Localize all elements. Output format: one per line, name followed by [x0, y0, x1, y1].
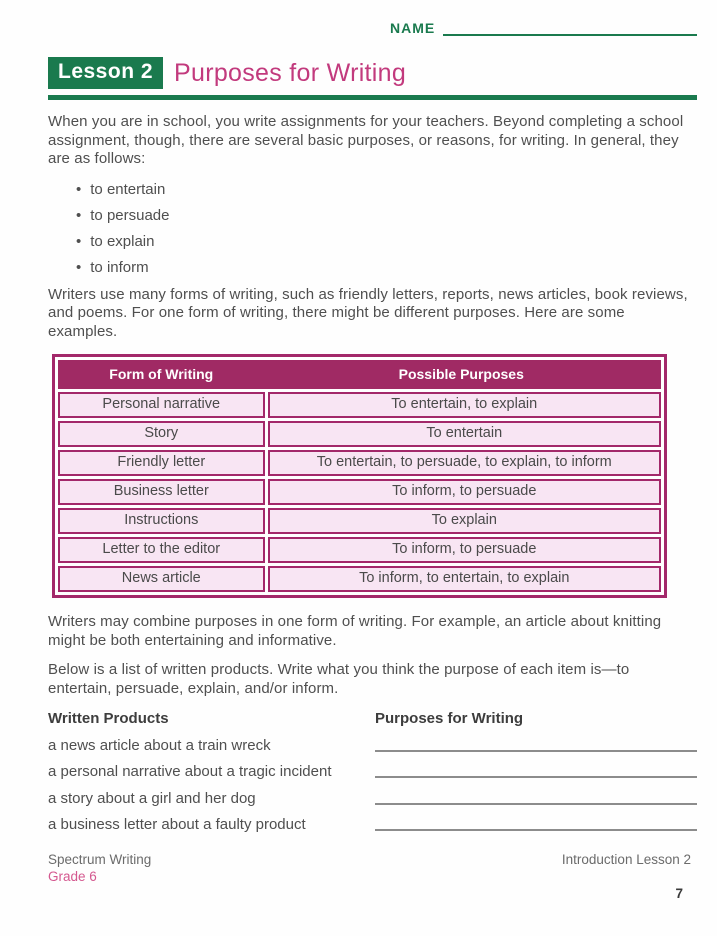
table-row	[58, 537, 661, 563]
lesson-badge: Lesson 2	[48, 57, 163, 89]
table-cell-form: Instructions	[58, 508, 265, 534]
name-fill-in-line[interactable]	[443, 22, 697, 36]
table-cell-purposes: To explain	[268, 508, 661, 534]
written-product-label: a story about a girl and her dog	[48, 789, 256, 807]
banner-rule	[48, 95, 697, 100]
table-cell-form: Story	[58, 421, 265, 447]
written-product-label: a business letter about a faulty product	[48, 816, 306, 833]
table-cell-purposes: To inform, to persuade	[268, 537, 661, 563]
forms-paragraph: Writers use many forms of writing, such as friendly letters, reports, news articles, book reviews, and poems. For one form of writing, there might be different purposes. Here are some examples.	[48, 285, 688, 340]
footer-right	[562, 851, 691, 902]
footer-series: Spectrum Writing	[48, 852, 152, 867]
table-row	[58, 392, 661, 418]
table-cell-purposes: To inform, to persuade	[268, 479, 661, 505]
page-footer	[48, 851, 691, 902]
table-cell-form: Business letter	[58, 479, 265, 505]
table-row	[58, 508, 661, 534]
table-cell-purposes: To inform, to entertain, to explain	[268, 566, 661, 592]
exercise-headings-row	[48, 710, 697, 729]
table-cell-form: Letter to the editor	[58, 537, 265, 563]
table-row	[58, 421, 661, 447]
exercise-item-row	[48, 737, 697, 756]
purposes-table	[52, 354, 667, 598]
bullet-item: • to inform	[76, 260, 697, 276]
table-cell-form: Friendly letter	[58, 450, 265, 476]
footer-section: Introduction Lesson 2	[561, 852, 691, 867]
table-cell-purposes: To entertain, to explain	[268, 392, 661, 418]
written-product-label: a personal narrative about a tragic incident	[48, 763, 332, 780]
footer-grade: Grade 6	[48, 869, 97, 884]
name-header	[390, 16, 697, 36]
answer-line[interactable]	[375, 737, 697, 752]
table-header-form: Form of Writing	[109, 366, 214, 382]
exercise-section	[48, 710, 697, 835]
table-row	[58, 479, 661, 505]
bullet-item: • to entertain	[76, 182, 697, 198]
table-cell-purposes: To entertain, to persuade, to explain, to inform	[268, 450, 661, 476]
exercise-item-row	[48, 790, 697, 809]
written-product-label: a news article about a train wreck	[48, 736, 271, 754]
table-header-purposes: Possible Purposes	[398, 366, 524, 382]
purpose-bullet-list	[76, 182, 697, 276]
name-label: NAME	[390, 20, 436, 36]
purposes-for-writing-heading: Purposes for Writing	[375, 710, 524, 727]
written-products-heading: Written Products	[48, 710, 169, 727]
page-number: 7	[675, 886, 683, 901]
combine-paragraph: Writers may combine purposes in one form of writing. For example, an article about knitting might be both entertaining and informative.	[48, 613, 662, 649]
lesson-banner	[48, 57, 697, 89]
answer-line[interactable]	[375, 790, 697, 805]
table-cell-purposes: To entertain	[268, 421, 661, 447]
table-row	[58, 566, 661, 592]
footer-left	[48, 851, 151, 885]
answer-line[interactable]	[375, 816, 697, 831]
table-row	[58, 450, 661, 476]
intro-paragraph: When you are in school, you write assignments for your teachers. Beyond completing a school assignment, though, there are several basic purposes, or reasons, for writing. In general, they are as follows:	[48, 113, 684, 167]
table-header-row	[58, 360, 661, 389]
answer-line[interactable]	[375, 763, 697, 778]
exercise-item-row	[48, 816, 697, 835]
table-cell-form: News article	[58, 566, 265, 592]
exercise-intro-paragraph: Below is a list of written products. Write what you think the purpose of each item is—to entertain, persuade, explain, and/or inform.	[48, 661, 630, 697]
lesson-title: Purposes for Writing	[174, 58, 407, 87]
bullet-item: • to persuade	[76, 208, 697, 224]
exercise-item-row	[48, 763, 697, 782]
bullet-item: • to explain	[76, 234, 697, 250]
table-cell-form: Personal narrative	[58, 392, 265, 418]
